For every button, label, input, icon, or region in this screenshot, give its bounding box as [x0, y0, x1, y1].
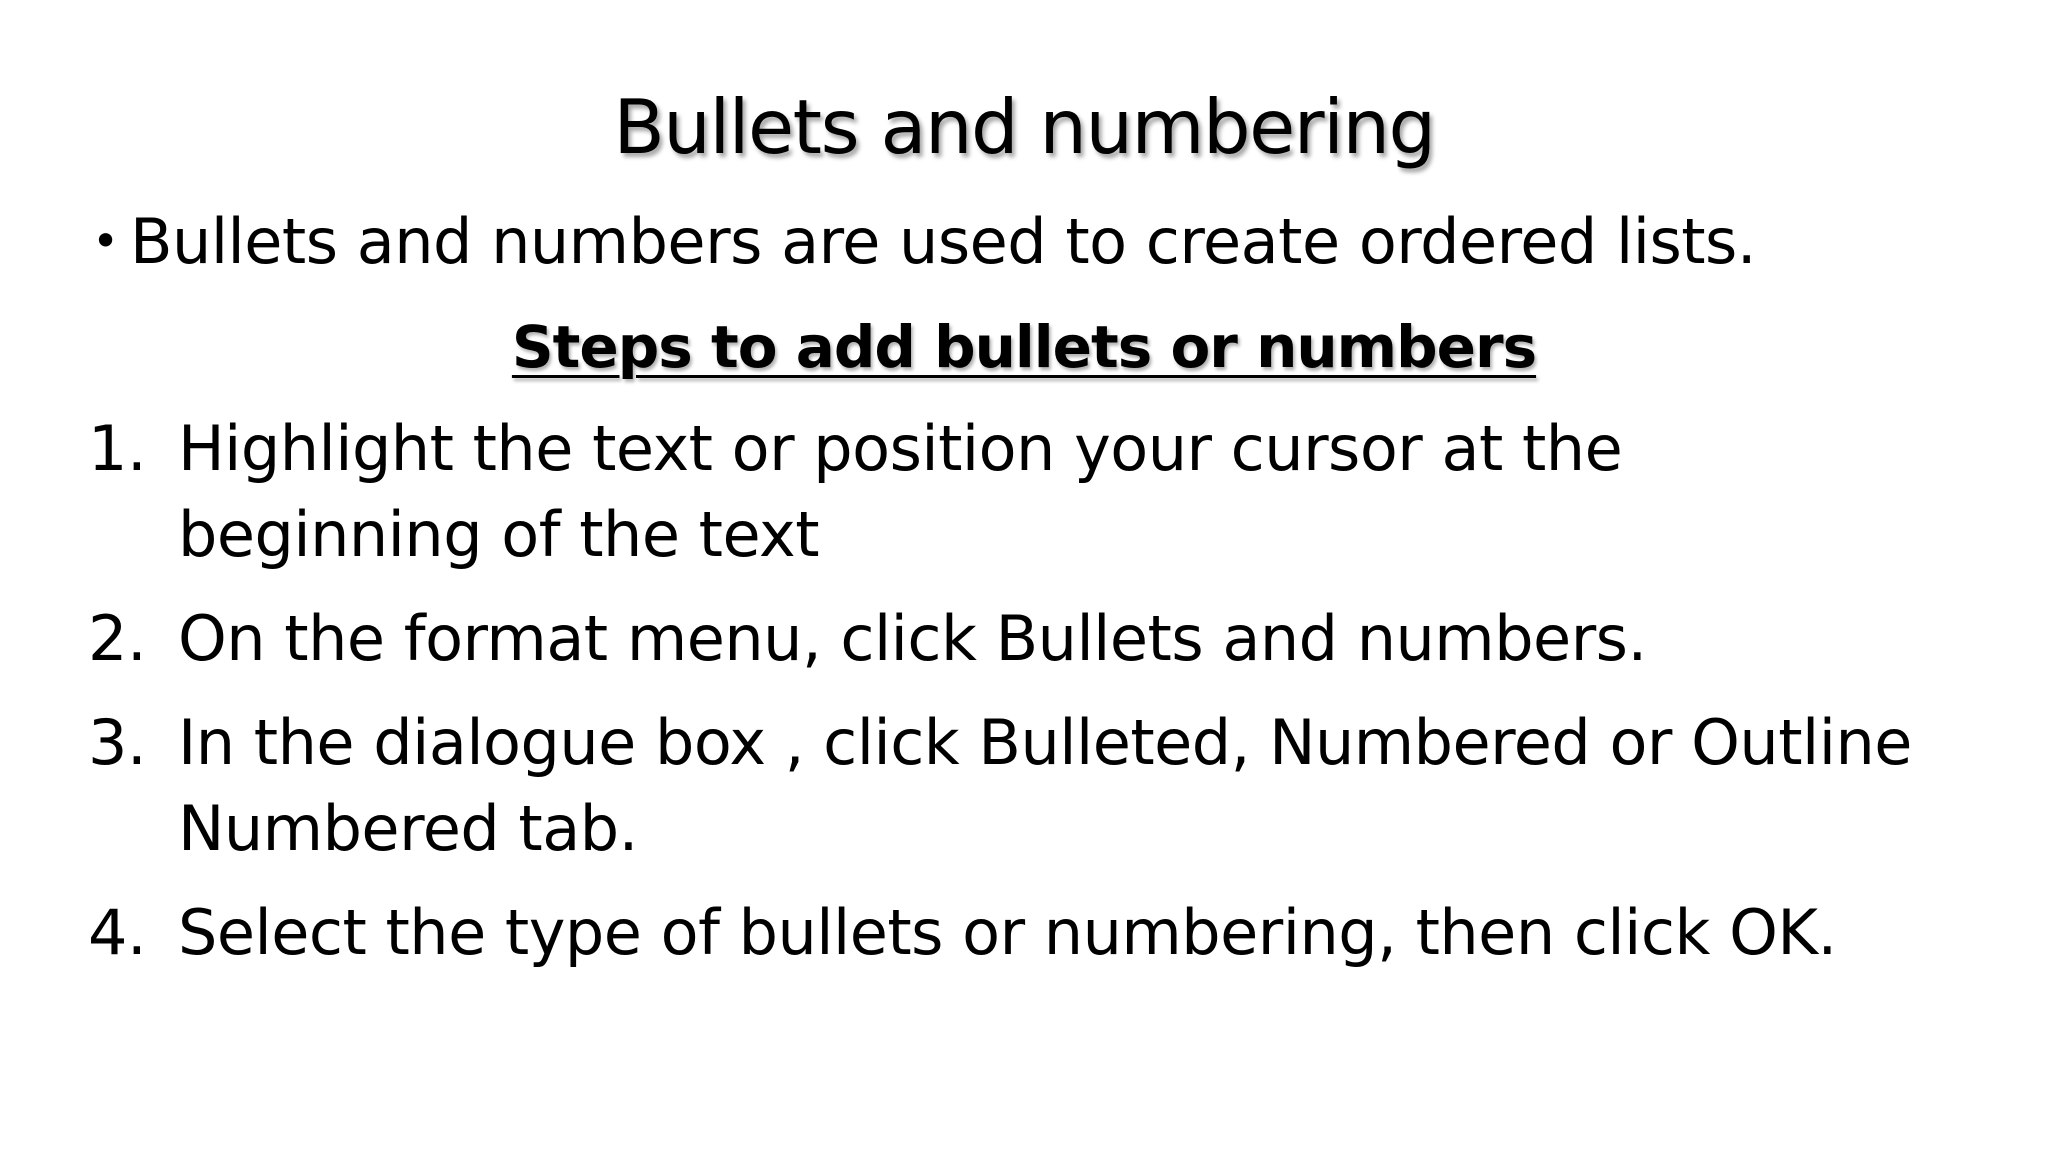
- step-text-line: On the format menu, click Bullets and numbers.: [178, 602, 1647, 675]
- step-text-line: Select the type of bullets or numbering, then click OK.: [178, 896, 1837, 969]
- step-number: 3.: [88, 706, 147, 779]
- step-text-line: Numbered tab.: [178, 792, 638, 865]
- step-text-line: In the dialogue box , click Bulleted, Numbered or Outline: [178, 706, 1912, 779]
- slide-title: Bullets and numbering: [613, 83, 1435, 171]
- intro-text: Bullets and numbers are used to create ordered lists.: [130, 205, 1757, 278]
- step-item-2: [88, 596, 2018, 682]
- bullet-icon: •: [92, 214, 119, 268]
- steps-subheading: Steps to add bullets or numbers: [511, 313, 1537, 381]
- step-text-line: Highlight the text or position your cursor at the: [178, 412, 1623, 485]
- step-text-line: beginning of the text: [178, 498, 820, 571]
- step-number: 4.: [88, 896, 147, 969]
- step-item-4: [88, 890, 2018, 976]
- step-item-1: [88, 406, 2018, 578]
- step-number: 2.: [88, 602, 147, 675]
- step-number: 1.: [88, 412, 147, 485]
- step-item-3: [88, 700, 2018, 872]
